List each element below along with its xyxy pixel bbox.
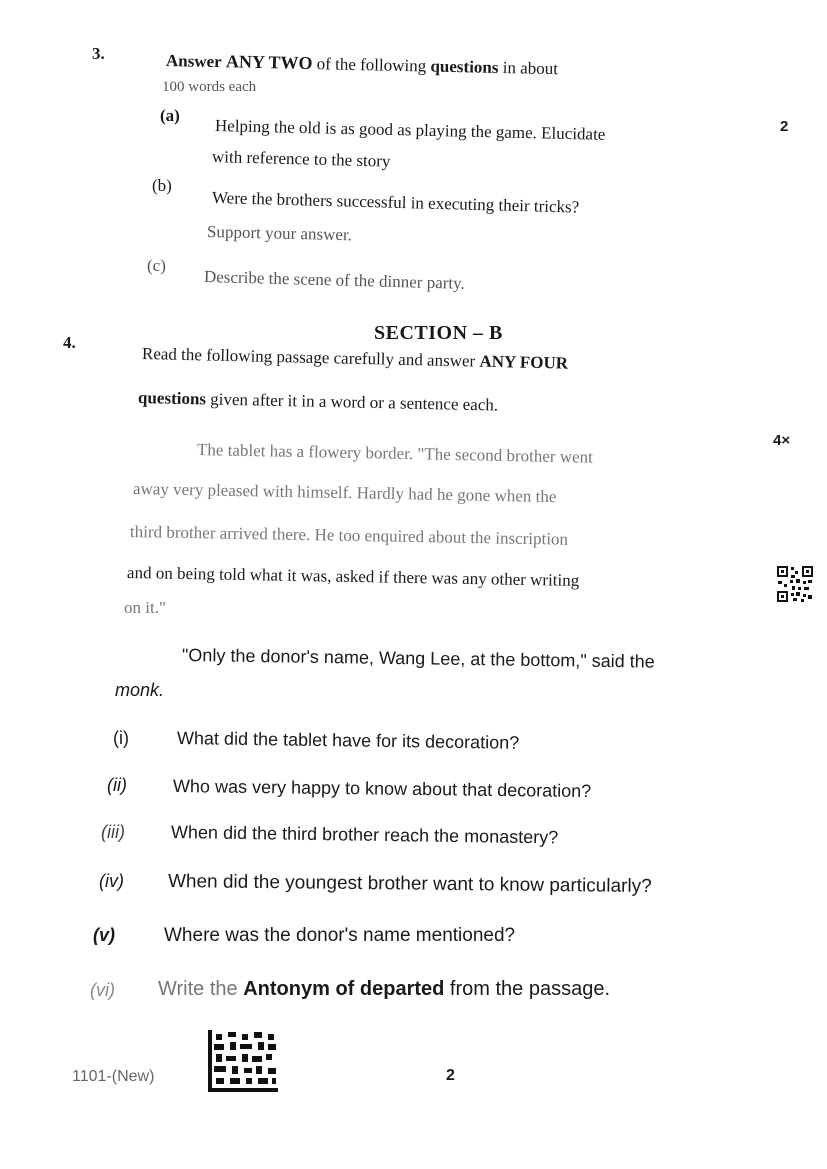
q3b-text-line1: Were the brothers successful in executing their tricks? [211,188,580,217]
passage-line-3: third brother arrived there. He too enquired about the inscription [129,522,569,549]
data-matrix-barcode-icon [208,1030,278,1092]
passage-quote-line1: "Only the donor's name, Wang Lee, at the bottom," said the [181,645,655,672]
q3b-text-line2: Support your answer. [206,222,353,245]
question-ii-label: (ii) [107,775,127,795]
question-v-text: Where was the donor's name mentioned? [164,925,516,946]
question-iv-label: (iv) [99,871,124,891]
page-number: 2 [446,1067,455,1084]
question-iii-text: When did the third brother reach the monastery? [170,822,559,848]
question-number-4: 4. [63,333,76,352]
passage-line-2: away very pleased with himself. Hardly had he gone when the [132,479,557,507]
q3a-text-line1: Helping the old is as good as playing the game. Elucidate [214,116,606,144]
paper-code: 1101-(New) [72,1068,155,1085]
q3-instruction-line2: 100 words each [162,79,257,95]
passage-line-1: The tablet has a flowery border. "The second brother went [196,440,594,467]
q3-instr-mid: of the following [316,54,427,76]
q3c-text-line1: Describe the scene of the dinner party. [203,267,466,293]
question-vi-text [158,978,610,1001]
section-b-instr-bold: ANY FOUR [479,351,569,373]
question-i-label: (i) [113,728,129,748]
section-b-instr-pre: Read the following passage carefully and answer [141,344,476,371]
question-vi-pre: Write the [158,978,238,1000]
passage-line-4: and on being told what it was, asked if there was any other writing [126,563,580,590]
q3-instruction [166,50,558,79]
section-b-instruction-line2 [138,388,499,416]
q3-instr-suffix: in about [502,58,559,79]
q3a-label: (a) [160,106,180,125]
q3-instr-bold: ANY TWO [225,51,313,74]
q3-instr-bold2: questions [430,56,499,77]
section-b-instruction-line1 [142,344,569,374]
qr-code-icon [776,565,814,603]
passage-quote-line2: monk. [115,680,165,700]
question-iii-label: (iii) [101,822,125,842]
section-b-marks: 4× [773,432,791,449]
question-vi-bold: Antonym of departed [243,978,445,1000]
question-vi-post: from the passage. [449,978,611,1000]
passage-line-5: on it." [124,598,166,617]
q3a-text-line2: with reference to the story [211,147,391,171]
section-b-instr-questions: questions [137,388,207,409]
q3-instr-prefix: Answer [165,51,222,72]
question-number-3: 3. [92,44,105,63]
question-vi-label: (vi) [90,980,115,1000]
question-v-label: (v) [93,925,115,945]
q3-marks: 2 [780,118,789,135]
question-iv-text: When did the youngest brother want to know particularly? [167,871,652,898]
q3c-label: (c) [147,256,166,275]
section-title: SECTION – B [374,322,503,344]
q3b-label: (b) [152,176,172,195]
section-b-instr-rest: given after it in a word or a sentence each. [210,389,499,415]
question-ii-text: Who was very happy to know about that decoration? [172,776,592,802]
question-i-text: What did the tablet have for its decoration? [176,728,520,753]
